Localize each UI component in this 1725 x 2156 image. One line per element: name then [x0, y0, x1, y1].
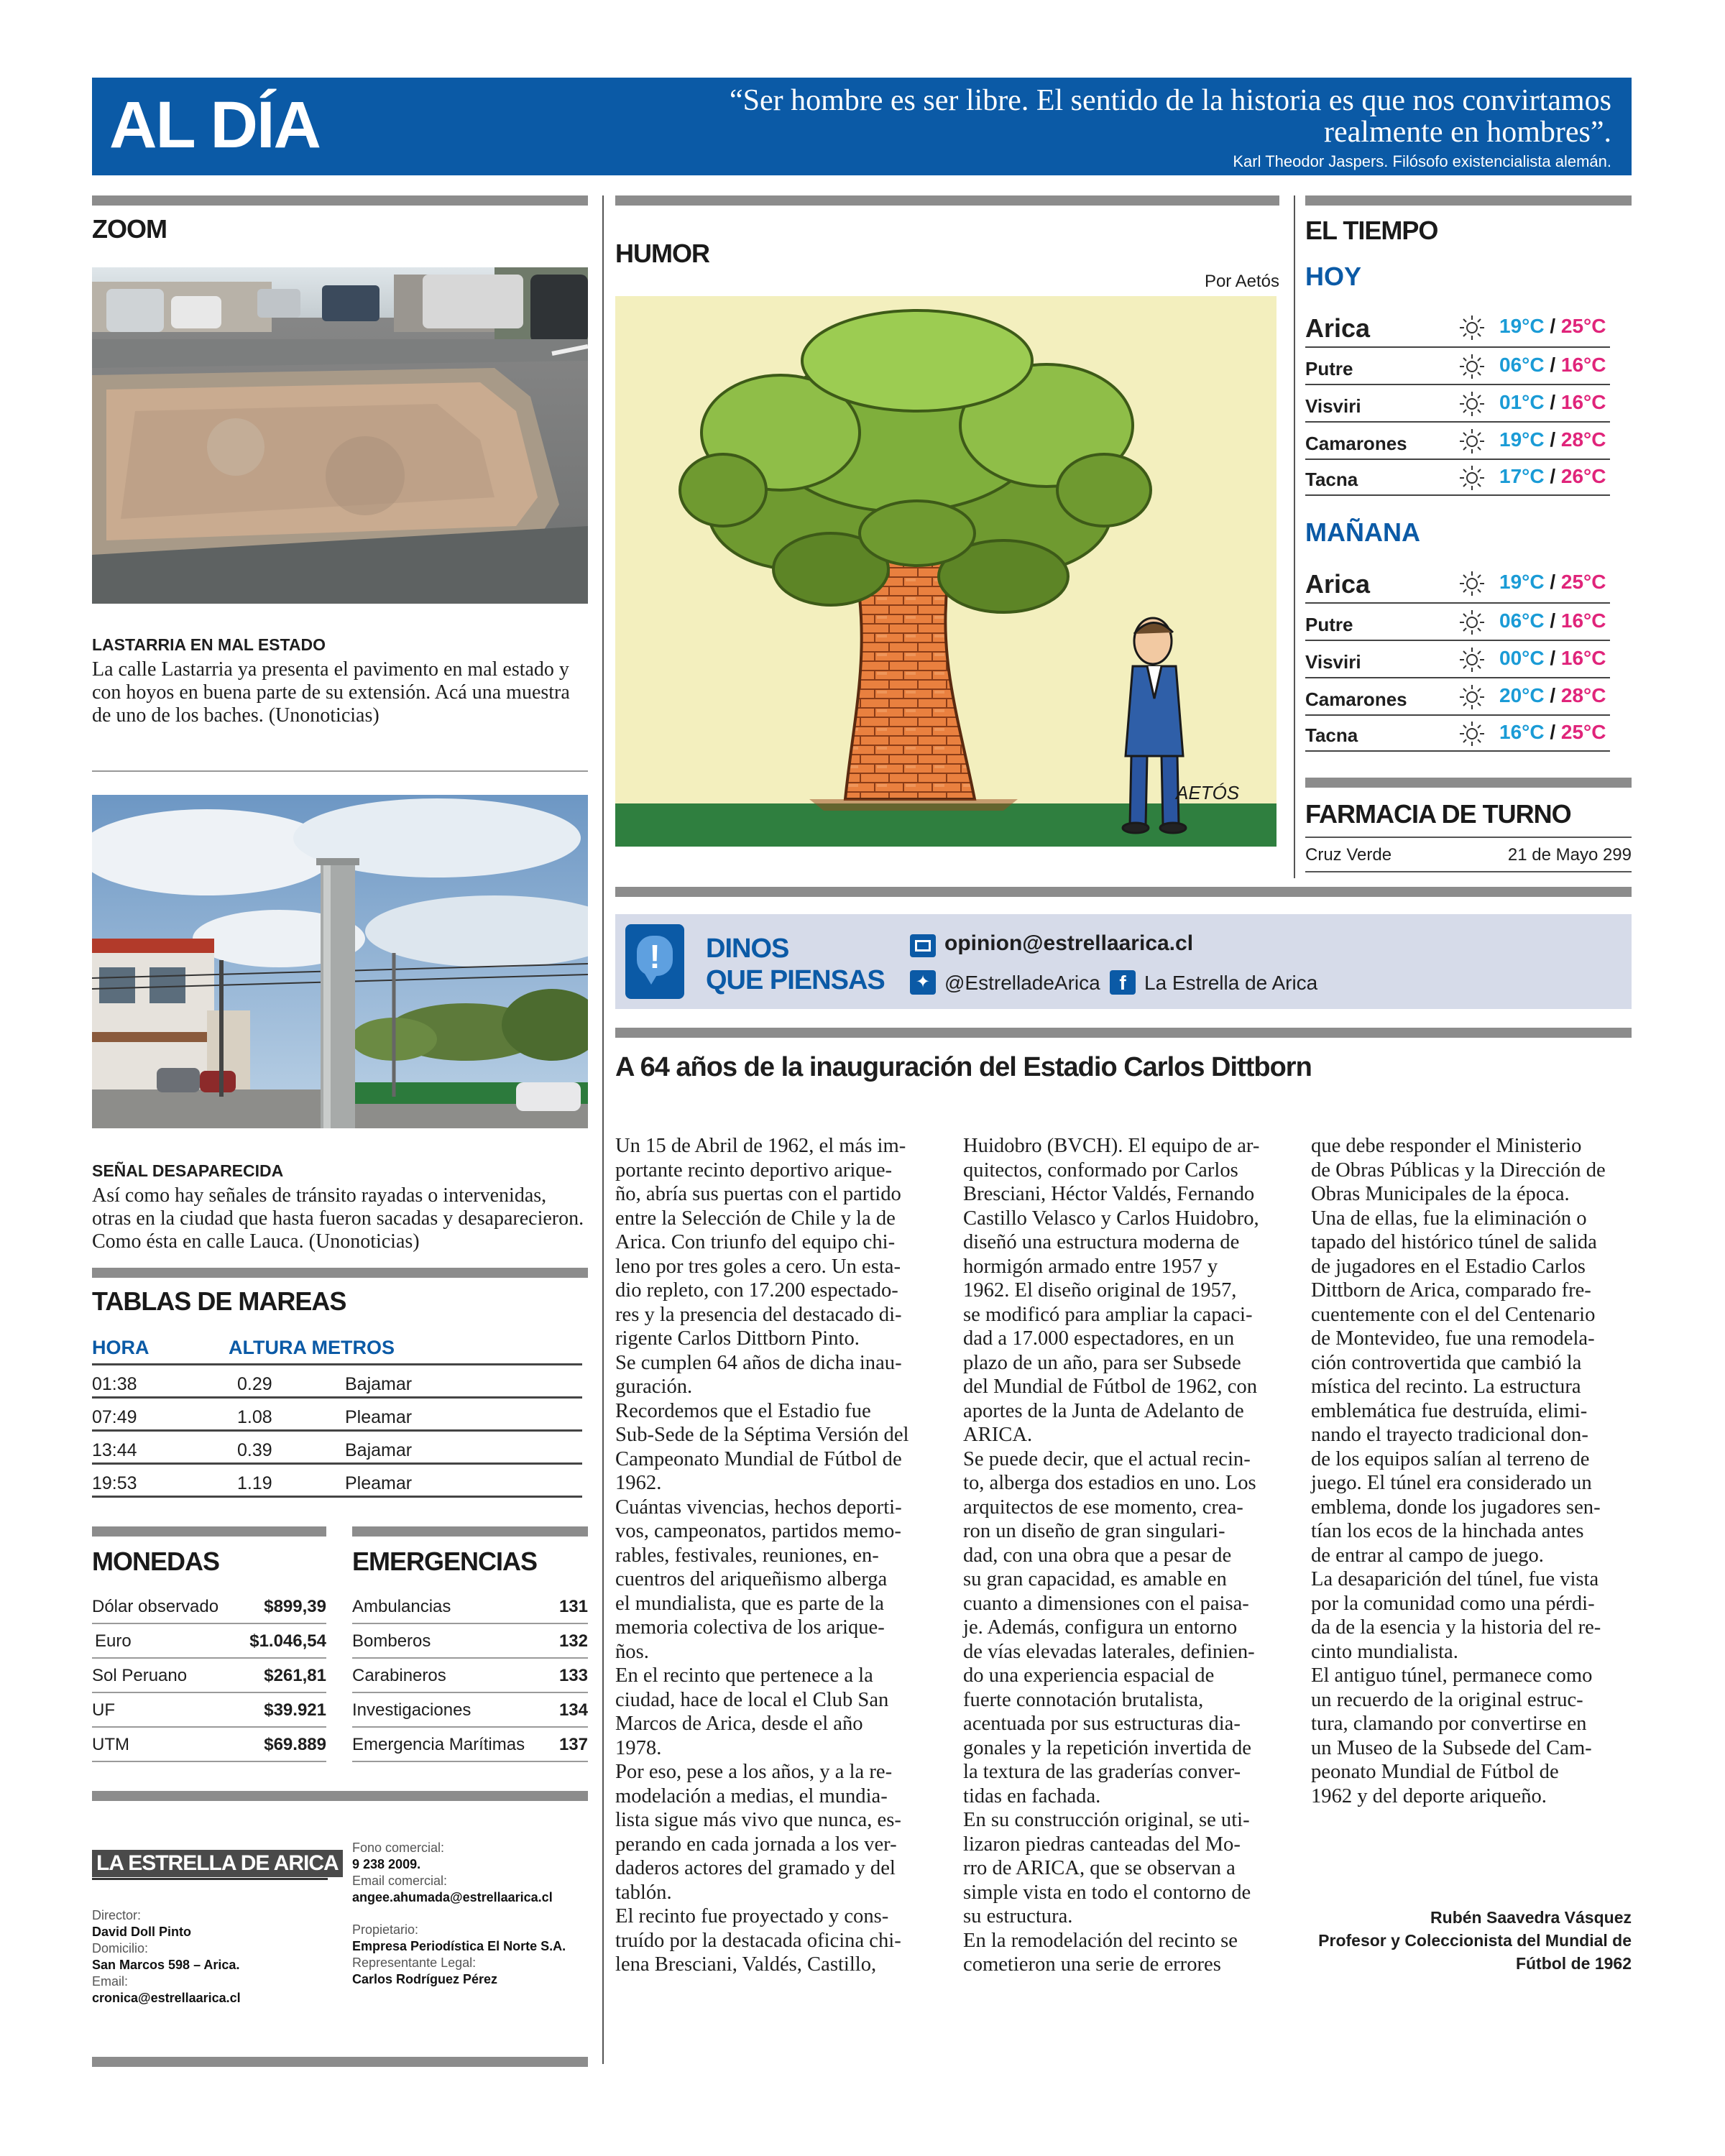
- currency-value: $899,39: [264, 1597, 326, 1616]
- weather-separator: /: [1544, 465, 1561, 487]
- masthead-left: [92, 1907, 329, 2007]
- email-label: Email:: [92, 1974, 129, 1989]
- weather-max: 16°C: [1560, 391, 1606, 413]
- phone-label: Fono comercial:: [352, 1841, 445, 1855]
- tide-row: [92, 1465, 582, 1498]
- currency-name: UTM: [92, 1735, 129, 1754]
- sun-icon: [1458, 352, 1486, 384]
- weather-temps: [1499, 721, 1606, 744]
- weather-rule: [1305, 195, 1632, 206]
- weather-separator: /: [1544, 391, 1561, 413]
- tides-header-underline: [92, 1331, 582, 1365]
- address-label: Domicilio:: [92, 1941, 149, 1955]
- zoom-caption-text-1: La calle Lastarria ya presenta el pavimento en mal estado y con hoyos en buena parte de su extensión. Acá una muestra de uno de los baches. (Unonoticias): [92, 658, 570, 727]
- weather-city: Putre: [1305, 358, 1353, 379]
- tide-row: [92, 1399, 582, 1432]
- pharmacy-address: 21 de Mayo 299: [1507, 845, 1632, 865]
- emergency-number: 133: [558, 1666, 588, 1685]
- tide-row: [92, 1432, 582, 1465]
- section-header: [92, 78, 1632, 175]
- currency-value: $261,81: [264, 1666, 326, 1685]
- contact-line1: DINOS: [706, 934, 789, 964]
- header-quote: “Ser hombre es ser libre. El sentido de la historia es que nos convirtamos realmente en hombres”.: [729, 84, 1611, 149]
- contact-line2: QUE PIENSAS: [706, 965, 885, 995]
- contact-twitter[interactable]: @EstrelladeArica: [944, 972, 1100, 994]
- tide-type: Bajamar: [345, 1440, 413, 1460]
- masthead-right: [352, 1840, 589, 1988]
- emergency-row: [352, 1693, 588, 1728]
- weather-row: [1305, 563, 1610, 604]
- weather-city: Camarones: [1305, 433, 1407, 454]
- emergency-name: Bomberos: [352, 1631, 431, 1651]
- weather-row: [1305, 423, 1610, 460]
- tide-type: Pleamar: [345, 1473, 413, 1493]
- weather-min: 16°C: [1499, 721, 1545, 743]
- currency-row: [92, 1728, 326, 1762]
- sun-icon: [1458, 313, 1486, 346]
- weather-separator: /: [1544, 315, 1561, 337]
- weather-city: Tacna: [1305, 469, 1358, 490]
- currencies-title: MONEDAS: [92, 1547, 220, 1576]
- humor-cartoon: [615, 296, 1276, 847]
- pharmacy-rule: [1305, 778, 1632, 788]
- weather-min: 00°C: [1499, 647, 1545, 669]
- tide-hour: 07:49: [92, 1407, 137, 1427]
- sun-icon: [1458, 683, 1486, 715]
- sun-icon: [1458, 719, 1486, 752]
- currency-name: Dólar observado: [92, 1597, 219, 1616]
- weather-row: [1305, 308, 1610, 348]
- zoom-caption-text-2: Así como hay señales de tránsito rayadas o intervenidas, otras en la ciudad que hasta fueron sacadas y desaparecieron. Como ésta en calle Lauca. (Unonoticias): [92, 1184, 584, 1253]
- sun-icon: [1458, 645, 1486, 678]
- weather-temps: [1499, 354, 1606, 377]
- weather-row: [1305, 348, 1610, 385]
- author-role: Profesor y Coleccionista del Mundial de Fútbol de 1962: [1318, 1931, 1632, 1973]
- weather-max: 25°C: [1560, 571, 1606, 593]
- zoom-caption-title-2: SEÑAL DESAPARECIDA: [92, 1161, 284, 1180]
- tide-type: Pleamar: [345, 1407, 413, 1427]
- section-title: AL DÍA: [109, 88, 320, 162]
- weather-temps: [1499, 684, 1606, 707]
- weather-temps: [1499, 571, 1606, 594]
- tide-height: 0.29: [237, 1374, 272, 1394]
- article-title: A 64 años de la inauguración del Estadio Carlos Dittborn: [615, 1052, 1312, 1082]
- emergency-number: 132: [558, 1631, 588, 1651]
- article-rule: [615, 1028, 1632, 1038]
- zoom-title: ZOOM: [92, 214, 167, 244]
- emergency-name: Ambulancias: [352, 1597, 451, 1616]
- weather-max: 16°C: [1560, 609, 1606, 632]
- currency-row: [92, 1590, 326, 1624]
- tide-hour: 13:44: [92, 1440, 137, 1460]
- weather-row: [1305, 604, 1610, 641]
- column-divider-left: [602, 195, 604, 2064]
- article-column-1: Un 15 de Abril de 1962, el más im- portante recinto deportivo arique- ño, abría sus puertas con el partido entre la Selección de Chile y la de Arica. Con triunfo del equipo chi- leno por tres goles a cero. Un esta- dio repleto, con 17.200 espectado- res y la presencia del destacado di- rigente Carlos Dittborn Pinto. Se cumplen 64 años de dicha inau- guración. Recordemos que el Estadio fue Sub-Sede de la Séptima Versión del Campeonato Mundial de Fútbol de 1962. Cuántas vivencias, hechos deporti- vos, campeonatos, partidos memo- rables, festivales, reuniones, en- cuentros del ariqueñismo alberga el mundialista, que es parte de la memoria colectiva de los arique- ños. En el recinto que pertenece a la ciudad, hace de local el Club San Marcos de Arica, desde el año 1978. Por eso, pese a los años, y a la re- modelación a medias, el mundia- lista sigue más vivo que nunca, es- perando en cada jornada a los ver- daderos actores del gramado y del tablón. El recinto fue proyectado y cons- truído por la destacada oficina chi- lena Bresciani, Valdés, Castillo,: [615, 1135, 909, 1976]
- weather-min: 20°C: [1499, 684, 1545, 706]
- sun-icon: [1458, 569, 1486, 602]
- humor-title: HUMOR: [615, 239, 709, 268]
- contact-rule: [615, 887, 1632, 897]
- emergencies-title: EMERGENCIAS: [352, 1547, 538, 1576]
- contact-email[interactable]: opinion@estrellaarica.cl: [944, 931, 1194, 955]
- weather-temps: [1499, 647, 1606, 670]
- weather-temps: [1499, 315, 1606, 338]
- legal-label: Representante Legal:: [352, 1955, 477, 1970]
- contact-banner: [615, 914, 1632, 1009]
- zoom-caption-title-1: LASTARRIA EN MAL ESTADO: [92, 635, 326, 654]
- director-name: David Doll Pinto: [92, 1925, 192, 1939]
- weather-separator: /: [1544, 354, 1561, 376]
- weather-separator: /: [1544, 684, 1561, 706]
- weather-city: Camarones: [1305, 688, 1407, 710]
- contact-facebook[interactable]: La Estrella de Arica: [1144, 972, 1318, 994]
- currency-value: $39.921: [264, 1700, 326, 1720]
- address: San Marcos 598 – Arica.: [92, 1958, 240, 1972]
- email-icon: [910, 934, 936, 957]
- tide-height: 1.08: [237, 1407, 272, 1427]
- emergency-number: 137: [558, 1735, 588, 1754]
- tide-type: Bajamar: [345, 1374, 413, 1394]
- weather-max: 26°C: [1560, 465, 1606, 487]
- contact-heading: [706, 933, 885, 996]
- facebook-icon: f: [1110, 970, 1136, 995]
- pothole-photo: [92, 267, 588, 604]
- emergency-row: [352, 1659, 588, 1693]
- tide-height: 1.19: [237, 1473, 272, 1493]
- weather-min: 01°C: [1499, 391, 1545, 413]
- currency-name: Euro: [95, 1631, 132, 1651]
- emergency-number: 134: [558, 1700, 588, 1720]
- emergency-number: 131: [558, 1597, 588, 1616]
- article-author: [1287, 1906, 1632, 1975]
- weather-separator: /: [1544, 609, 1561, 632]
- weather-max: 25°C: [1560, 315, 1606, 337]
- weather-city: Visviri: [1305, 651, 1361, 673]
- zoom-separator: [92, 770, 588, 772]
- director-label: Director:: [92, 1908, 142, 1922]
- pharmacy-row: [1305, 837, 1632, 872]
- weather-city: Arica: [1305, 313, 1371, 343]
- article-column-2: Huidobro (BVCH). El equipo de ar- quitectos, conformado por Carlos Bresciani, Héctor Valdés, Fernando Castillo Velasco y Carlos Huidobro, diseñó una estructura moderna de hormigón armado entre 1957 y 1962. El diseño original de 1957, se modificó para ampliar la capaci- dad a 17.000 espectadores, en un plazo de un año, para ser Subsede del Mundial de Fútbol de 1962, con aportes de la Junta de Adelanto de ARICA. Se puede decir, que el actual recin- to, alberga dos estadios en uno. Los arquitectos de ese momento, crea- ron un diseño de gran singulari- dad, con una obra que a pesar de su gran capacidad, es amable en cuanto a dimensiones con el paisa- je. Además, configura un entorno de vías elevadas laterales, definien- do una experiencia espacial de fuerte connotación brutalista, acentuada por sus estructuras dia- gonales y la repetición invertida de la textura de las graderías conver- tidas en fachada. En su construcción original, se uti- lizaron piedras canteadas del Mo- rro de ARICA, que se observan a simple vista en todo el contorno de su estructura. En la remodelación del recinto se cometieron una serie de errores: [963, 1135, 1260, 1976]
- currency-name: Sol Peruano: [92, 1666, 188, 1685]
- weather-row: [1305, 678, 1610, 716]
- weather-row: [1305, 641, 1610, 678]
- article-column-3: que debe responder el Ministerio de Obras Públicas y la Dirección de Obras Municipales de la época. Una de ellas, fue la eliminación o tapado del histórico túnel de salida de jugadores en el Estadio Carlos Dittborn de Arica, comparado fre- cuentemente con el del Centenario de Montevideo, fue una remodela- ción controvertida que cambió la mística del recinto. La estructura emblemática fue destruída, elimi- nando el trayecto tradicional don- de los equipos salían al terreno de juego. El túnel era considerado un emblema, donde los jugadores sen- tían los ecos de la hinchada antes de entrar al campo de juego. La desaparición del túnel, fue vista por la comunidad como una pérdi- da de la esencia y la historia del re- cinto mundialista. El antiguo túnel, permanece como un recuerdo de la original estruc- tura, clamando por convertirse en un Museo de la Subsede del Cam- peonato Mundial de Fútbol de 1962 y del deporte ariqueño.: [1311, 1135, 1606, 1807]
- bottom-rule: [92, 2057, 588, 2067]
- weather-separator: /: [1544, 721, 1561, 743]
- emergency-name: Emergencia Marítimas: [352, 1735, 525, 1754]
- emergency-row: [352, 1624, 588, 1659]
- weather-today-label: HOY: [1305, 262, 1362, 291]
- newsroom-email[interactable]: cronica@estrellaarica.cl: [92, 1991, 241, 2005]
- weather-temps: [1499, 609, 1606, 632]
- weather-row: [1305, 385, 1610, 423]
- weather-temps: [1499, 465, 1606, 488]
- weather-temps: [1499, 428, 1606, 451]
- weather-max: 28°C: [1560, 428, 1606, 451]
- weather-max: 28°C: [1560, 684, 1606, 706]
- weather-row: [1305, 716, 1610, 752]
- owner-label: Propietario:: [352, 1922, 419, 1937]
- commercial-email[interactable]: angee.ahumada@estrellaarica.cl: [352, 1890, 553, 1904]
- currency-name: UF: [92, 1700, 115, 1720]
- zoom-rule: [92, 195, 588, 206]
- currency-row: [92, 1693, 326, 1728]
- cartoon-signature: AETÓS: [1176, 782, 1240, 803]
- weather-min: 06°C: [1499, 354, 1545, 376]
- weather-min: 19°C: [1499, 571, 1545, 593]
- weather-min: 17°C: [1499, 465, 1545, 487]
- sun-icon: [1458, 608, 1486, 640]
- column-divider-right: [1294, 195, 1295, 878]
- tides-col-hour: HORA: [92, 1337, 150, 1358]
- pharmacy-title: FARMACIA DE TURNO: [1305, 799, 1571, 829]
- weather-city: Tacna: [1305, 724, 1358, 746]
- author-name: Rubén Saavedra Vásquez: [1430, 1908, 1632, 1927]
- weather-separator: /: [1544, 647, 1561, 669]
- weather-min: 06°C: [1499, 609, 1545, 632]
- currency-row: [92, 1659, 326, 1693]
- tides-col-height: ALTURA METROS: [229, 1337, 395, 1358]
- weather-city: Arica: [1305, 569, 1371, 599]
- currency-value: $1.046,54: [249, 1631, 326, 1651]
- emergency-row: [352, 1590, 588, 1624]
- tide-row: [92, 1365, 582, 1399]
- pharmacy-name: Cruz Verde: [1305, 845, 1392, 865]
- weather-min: 19°C: [1499, 315, 1545, 337]
- emergency-name: Investigaciones: [352, 1700, 472, 1720]
- humor-rule: [615, 195, 1279, 206]
- weather-max: 16°C: [1560, 354, 1606, 376]
- tides-rule: [92, 1268, 588, 1278]
- missing-sign-photo: [92, 795, 588, 1128]
- weather-min: 19°C: [1499, 428, 1545, 451]
- emergencies-rule: [352, 1526, 588, 1537]
- alert-icon: !: [625, 924, 684, 999]
- humor-byline: Por Aetós: [1204, 272, 1279, 291]
- weather-title: EL TIEMPO: [1305, 216, 1438, 245]
- weather-separator: /: [1544, 571, 1561, 593]
- newspaper-logo: [92, 1848, 339, 1880]
- emergency-name: Carabineros: [352, 1666, 446, 1685]
- tide-height: 0.39: [237, 1440, 272, 1460]
- weather-temps: [1499, 391, 1606, 414]
- sun-icon: [1458, 427, 1486, 459]
- weather-max: 25°C: [1560, 721, 1606, 743]
- tides-title: TABLAS DE MAREAS: [92, 1286, 346, 1316]
- weather-city: Putre: [1305, 614, 1353, 635]
- currencies-rule: [92, 1526, 326, 1537]
- weather-city: Visviri: [1305, 395, 1361, 417]
- commercial-email-label: Email comercial:: [352, 1874, 448, 1888]
- tide-hour: 01:38: [92, 1374, 137, 1394]
- sun-icon: [1458, 390, 1486, 422]
- weather-tomorrow-label: MAÑANA: [1305, 517, 1420, 547]
- currency-value: $69.889: [264, 1735, 326, 1754]
- twitter-icon: ✦: [910, 970, 936, 995]
- owner: Empresa Periodística El Norte S.A.: [352, 1939, 566, 1953]
- sun-icon: [1458, 464, 1486, 496]
- weather-max: 16°C: [1560, 647, 1606, 669]
- tide-hour: 19:53: [92, 1473, 137, 1493]
- legal-representative: Carlos Rodríguez Pérez: [352, 1972, 498, 1986]
- weather-row: [1305, 460, 1610, 496]
- quote-author: Karl Theodor Jaspers. Filósofo existencialista alemán.: [1233, 152, 1611, 170]
- weather-separator: /: [1544, 428, 1561, 451]
- commercial-phone: 9 238 2009.: [352, 1857, 421, 1871]
- logo-text: LA ESTRELLA DE ARICA: [92, 1850, 343, 1877]
- emergency-row: [352, 1728, 588, 1762]
- currency-row: [92, 1624, 326, 1659]
- masthead-rule: [92, 1791, 588, 1801]
